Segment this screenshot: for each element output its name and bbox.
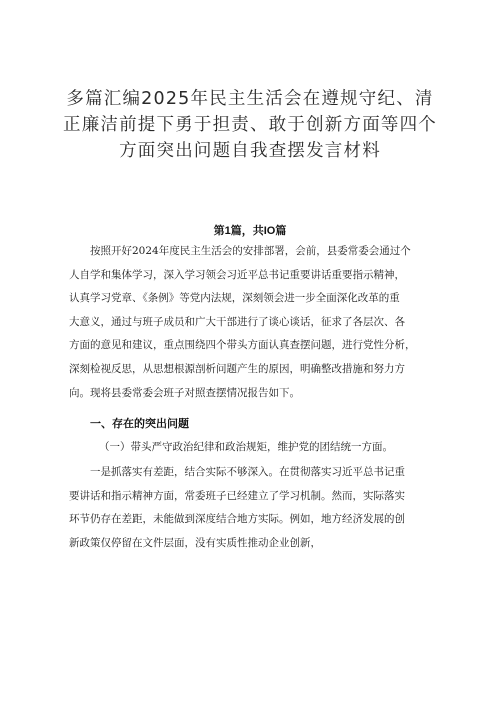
document-title (40, 86, 460, 164)
paragraph-line: 人自学和集体学习，深入学习领会习近平总书记重要讲话重要指示精神， (69, 268, 405, 281)
title-line: 多篇汇编2025年民主生活会在遵规守纪、清 (66, 89, 434, 109)
paragraph-line: 环节仍存在差距，未能做到深度结合地方实际。例如，地方经济发展的创 (69, 513, 405, 526)
paragraph-line: 认真学习党章、《条例》等党内法规，深刻领会进一步全面深化改革的重 (69, 292, 400, 305)
body-paragraph (69, 461, 441, 555)
heading-level-1: 一、存在的突出问题 (90, 418, 189, 430)
paragraph-line: 大意义，通过与班子成员和广大干部进行了谈心谈话，征求了各层次、各 (69, 315, 405, 328)
paragraph-line: 新政策仅停留在文件层面，没有实质性推动企业创新， (69, 536, 321, 549)
heading-level-2: （一）带头严守政治纪律和政治规矩，维护党的团结统一方面。 (99, 441, 393, 453)
paragraph-line: 向。现将县委常委会班子对照查摆情况报告如下。 (69, 386, 300, 399)
title-line: 正廉洁前提下勇于担责、敢于创新方面等四个 (63, 115, 437, 135)
paragraph-line: 方面的意见和建议，重点围绕四个带头方面认真查摆问题，进行党性分析， (69, 339, 416, 352)
section-label: 第1篇，共IO篇 (213, 225, 287, 237)
paragraph-line: 按照开好2024年度民主生活会的安排部署，会前，县委常委会通过个 (90, 245, 411, 257)
intro-paragraph (69, 240, 441, 405)
paragraph-line: 要讲话和指示精神方面，常委班子已经建立了学习机制。然而，实际落实 (69, 489, 405, 502)
title-line: 方面突出问题自我查摆发言材料 (119, 141, 381, 161)
paragraph-line: 深刻检视反思，从思想根源剖析问题产生的原因，明确整改措施和努力方 (69, 362, 405, 375)
paragraph-line: 一是抓落实有差距，结合实际不够深入。在贯彻落实习近平总书记重 (90, 466, 405, 478)
